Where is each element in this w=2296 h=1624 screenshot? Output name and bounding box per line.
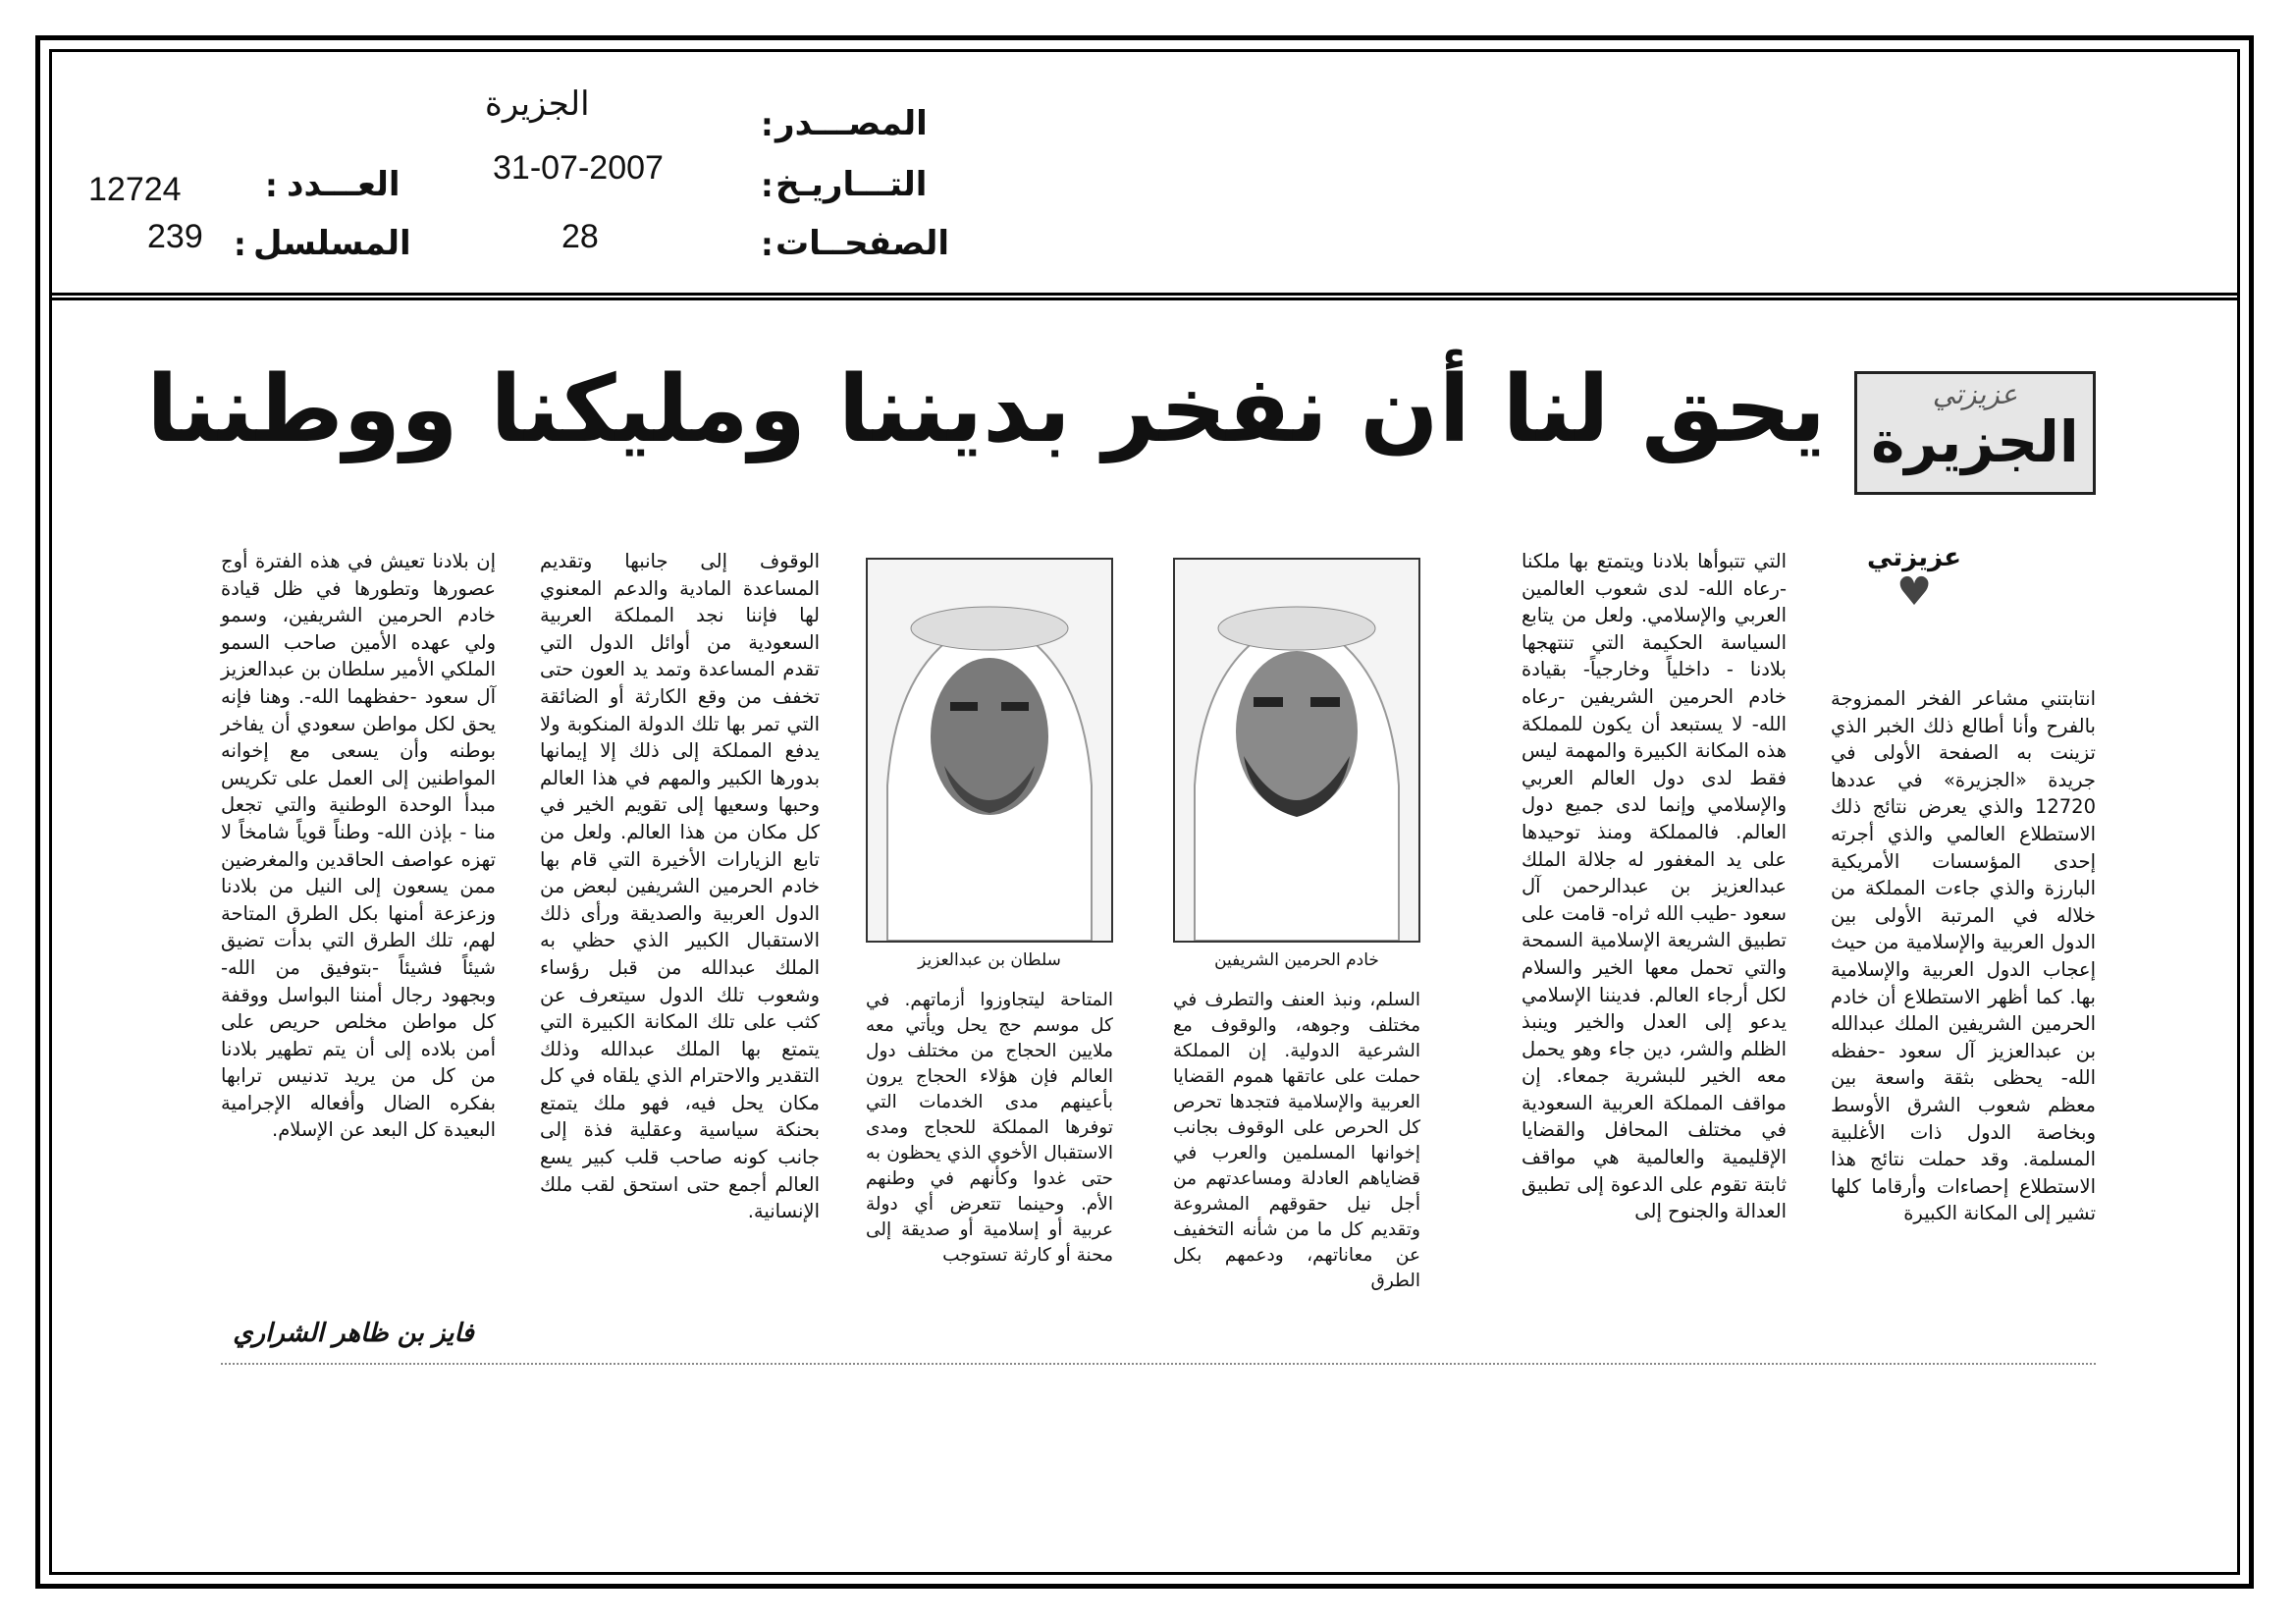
heart-icon: ♥ bbox=[1896, 569, 1932, 615]
source-label: المصـــدر bbox=[775, 104, 928, 143]
header-divider bbox=[49, 293, 2240, 300]
column-2-text: التي تتبوأها بلادنا ويتمتع بها ملكنا -رعاه الله- لدى شعوب العالمين العربي والإسلامي. ولعل من يتابع السياسة الحكيمة التي تنتهجها بلادنا - داخلياً وخارجياً- بقيادة خادم الحرمين الشريفين -رعاه الله- لا يستبعد أن يكون للمملكة هذه المكانة الكبيرة والمهمة ليس فقط لدى دول العالم العربي والإسلامي وإنما لدى جميع دول العالم. فالمملكة ومنذ توحيدها على يد المغفور له جلالة الملك عبدالعزيز بن عبدالرحمن آل سعود -طيب الله ثراه- قامت على تطبيق الشريعة الإسلامية السمحة والتي تحمل معها الخير والسلام لكل أرجاء العالم. فديننا الإسلامي يدعو إلى العدل والخير وينبذ الظلم والشر، دين جاء وهو يحمل معه الخير للبشرية جمعاء. إن مواقف المملكة العربية السعودية في مختلف المحافل والقضايا الإقليمية والعالمية هي مواقف ثابتة تقوم على الدعوة إلى تطبيق العدالة والجنوح إلى bbox=[1522, 550, 1787, 1223]
photo-king-abdullah-caption: خادم الحرمين الشريفين bbox=[1214, 950, 1379, 970]
clipping-bottom-rule bbox=[221, 1363, 2096, 1365]
pages-colon: : bbox=[761, 226, 774, 263]
pages-value: 28 bbox=[561, 218, 599, 255]
article-headline: يحق لنا أن نفخر بديننا ومليكنا ووطننا bbox=[146, 356, 1826, 463]
author-signature: فايز بن ظاهر الشراري bbox=[233, 1319, 474, 1348]
article-column-1 bbox=[1831, 685, 2096, 1363]
photo-prince-sultan-caption: سلطان بن عبدالعزيز bbox=[918, 950, 1061, 970]
pages-label: الصفحــات bbox=[775, 224, 950, 263]
column-3-text: السلم، ونبذ العنف والتطرف في مختلف وجوهه، والوقوف مع الشرعية الدولية. إن المملكة حملت على عاتقها هموم القضايا العربية والإسلامية فتجدها تحرص كل الحرص على الوقوف بجانب إخوانها المسلمين والعرب في قضاياهم العادلة ومساعدتهم من أجل نيل حقوقهم المشروعة وتقديم كل ما من شأنه التخفيف عن معاناتهم، ودعمهم بكل الطرق bbox=[1173, 990, 1420, 1291]
issue-colon: : bbox=[265, 167, 278, 204]
date-value: 31-07-2007 bbox=[493, 149, 664, 187]
article-column-2 bbox=[1522, 548, 1787, 1363]
column-1-text: انتابتني مشاعر الفخر الممزوجة بالفرح وأنا أطالع ذلك الخبر الذي تزينت به الصفحة الأولى في جريدة «الجزيرة» في عددها 12720 والذي يعرض نتائج ذلك الاستطلاع العالمي والذي أجرته إحدى المؤسسات الأمريكية البارزة والذي جاءت المملكة من خلاله في المرتبة الأولى بين الدول العربية والإسلامية من حيث إعجاب الدول العربية والإسلامية بها. كما أظهر الاستطلاع أن خادم الحرمين الشريفين الملك عبدالله بن عبدالعزيز آل سعود -حفظه الله- يحظى بثقة واسعة بين معظم شعوب الشرق الأوسط وبخاصة الدول ذات الأغلبية المسلمة. وقد حملت نتائج هذا الاستطلاع إحصاءات وأرقاما كلها تشير إلى المكانة الكبيرة bbox=[1831, 687, 2096, 1225]
portrait-illustration-2 bbox=[868, 560, 1111, 941]
serial-colon: : bbox=[234, 226, 246, 263]
serial-value: 239 bbox=[147, 218, 203, 255]
section-logo bbox=[1854, 371, 2096, 495]
logo-small-text: عزيزتي bbox=[1932, 378, 2018, 410]
issue-value: 12724 bbox=[88, 171, 182, 208]
article-column-4 bbox=[866, 988, 1113, 1361]
source-value: الجزيرة bbox=[485, 85, 590, 123]
date-colon: : bbox=[761, 167, 774, 204]
newspaper-clipping bbox=[146, 332, 2096, 1373]
issue-label: العـــدد bbox=[287, 165, 400, 204]
photo-prince-sultan bbox=[866, 558, 1113, 943]
photo-king-abdullah bbox=[1173, 558, 1420, 943]
column-5-text: الوقوف إلى جانبها وتقديم المساعدة المادية والدعم المعنوي لها فإننا نجد المملكة العربية السعودية من أوائل الدول التي تقدم المساعدة وتمد يد العون حتى تخفف من وقع الكارثة أو الضائقة التي تمر بها تلك الدولة المنكوبة ولا يدفع المملكة إلى ذلك إلا إيمانها بدورها الكبير والمهم في هذا العالم وحبها وسعيها إلى تقويم الخير في كل مكان من هذا العالم. ولعل من تابع الزيارات الأخيرة التي قام بها خادم الحرمين الشريفين لبعض من الدول العربية والصديقة ورأى ذلك الاستقبال الكبير الذي حظي به الملك عبدالله من قبل رؤساء وشعوب تلك الدول سيتعرف عن كثب على تلك المكانة الكبيرة التي يتمتع بها الملك عبدالله وذلك التقدير والاحترام الذي يلقاه في كل مكان يحل فيه، فهو ملك يتمتع بحنكة سياسية وعقلية فذة إلى جانب كونه صاحب قلب كبير يسع العالم أجمع حتى استحق لقب ملك الإنسانية. bbox=[540, 550, 820, 1223]
date-label: التـــاريـخ bbox=[775, 165, 928, 204]
serial-label: المسلسل bbox=[253, 224, 411, 263]
article-column-5 bbox=[540, 548, 820, 1363]
source-colon: : bbox=[761, 106, 774, 143]
section-emblem bbox=[1865, 543, 1963, 622]
article-column-6 bbox=[221, 548, 496, 1314]
column-6-text: إن بلادنا تعيش في هذه الفترة أوج عصورها وتطورها في ظل قيادة خادم الحرمين الشريفين، وسمو ولي عهده الأمين صاحب السمو الملكي الأمير سلطان بن عبدالعزيز آل سعود -حفظهما الله-. وهنا فإنه يحق لكل مواطن سعودي أن يفاخر بوطنه وأن يسعى مع إخوانه المواطنين إلى العمل على تكريس مبدأ الوحدة الوطنية والتي تجعل منا - بإذن الله- وطناً قوياً شامخاً لا تهزه عواصف الحاقدين والمغرضين ممن يسعون إلى النيل من بلادنا وزعزعة أمنها بكل الطرق المتاحة لهم، تلك الطرق التي بدأت تضيق شيئاً فشيئاً -بتوفيق من الله- وبجهود رجال أمننا البواسل ووقفة كل مواطن مخلص حريص على أمن بلاده إلى أن يتم تطهير بلادنا من كل من يريد تدنيس ترابها بفكره الضال وأفعاله الإجرامية البعيدة كل البعد عن الإسلام. bbox=[221, 550, 496, 1142]
portrait-illustration-1 bbox=[1175, 560, 1418, 941]
article-column-3 bbox=[1173, 988, 1420, 1361]
column-4-text: المتاحة ليتجاوزوا أزماتهم. في كل موسم حج يحل ويأتي معه ملايين الحجاج من مختلف دول العالم فإن هؤلاء الحجاج يرون بأعينهم مدى الخدمات التي توفرها المملكة للحجاج ومدى الاستقبال الأخوي الذي يحظون به حتى غدوا وكأنهم في وطنهم الأم. وحينما تتعرض أي دولة عربية أو إسلامية أو صديقة إلى محنة أو كارثة تستوجب bbox=[866, 990, 1113, 1266]
emblem-text: عزيزتي bbox=[1867, 543, 1961, 572]
logo-big-text: الجزيرة bbox=[1871, 408, 2079, 475]
